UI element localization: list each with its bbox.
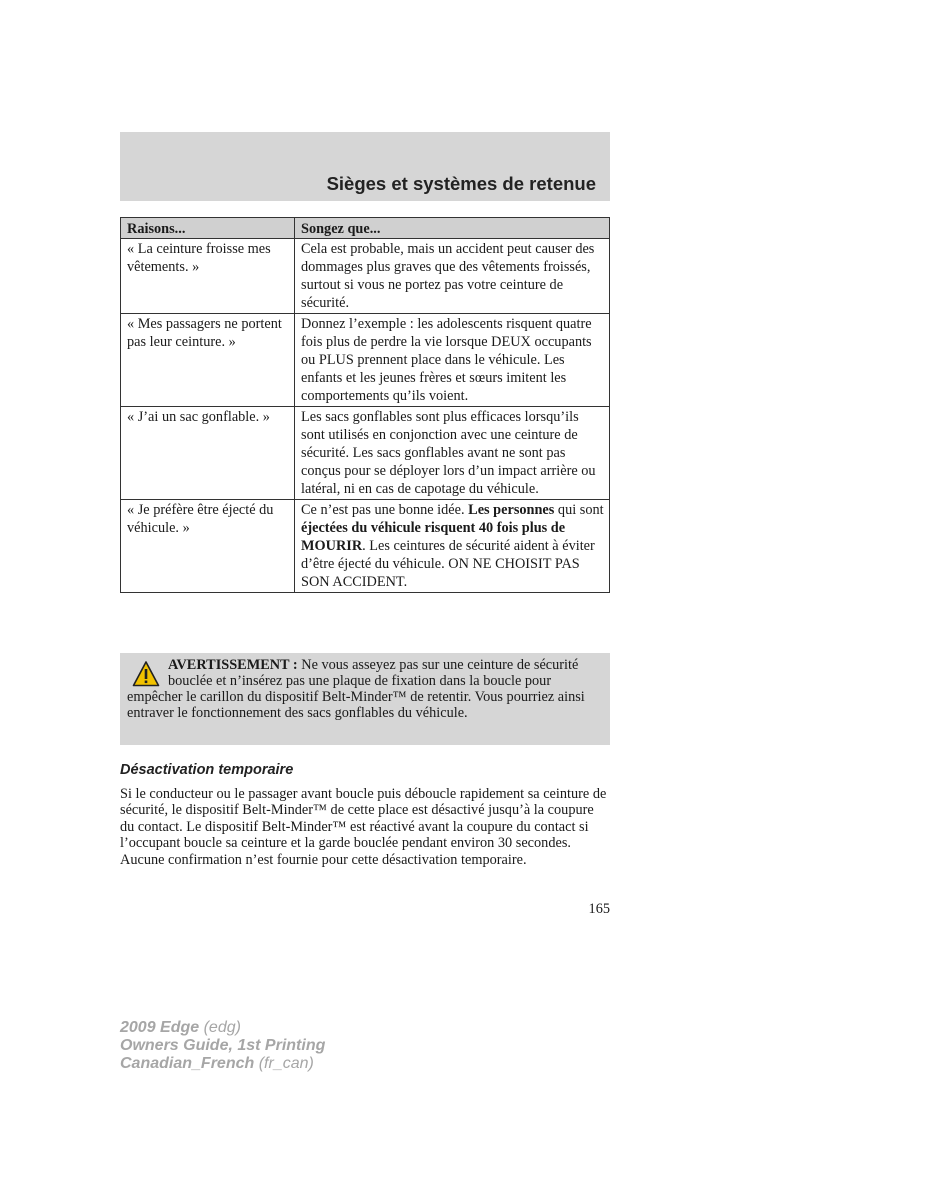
footer-model: 2009 Edge [120, 1019, 200, 1036]
document-footer [120, 1019, 325, 1073]
section-header-band [120, 132, 610, 201]
reason-cell: « Mes passagers ne portent pas leur ceinture. » [121, 314, 295, 407]
table-row [121, 239, 610, 314]
answer-emphasis: éjectées du véhicule risquent 40 fois plus de MOURIR [301, 520, 566, 554]
table-row [121, 500, 610, 593]
answer-text: qui sont [554, 502, 604, 518]
reason-cell: « La ceinture froisse mes vêtements. » [121, 239, 295, 314]
warning-box [120, 653, 610, 745]
footer-language: Canadian_French [120, 1055, 255, 1072]
section-title: Sièges et systèmes de retenue [326, 173, 596, 194]
column-header-reasons: Raisons... [121, 218, 295, 239]
footer-guide: Owners Guide, 1st Printing [120, 1037, 326, 1054]
table-header-row [121, 218, 610, 239]
warning-text: Ne vous asseyez pas sur une ceinture de sécurité bouclée et n’insérez pas une plaque de fixation dans la boucle pour empêcher le carillon du dispositif Belt-Minder™ de retentir. Vous pourriez ainsi entraver le fonctionnement des sacs gonflables du véhicule. [127, 657, 585, 721]
page-number: 165 [588, 901, 610, 917]
answer-text: Ce n’est pas une bonne idée. [301, 502, 469, 518]
footer-line [120, 1019, 325, 1037]
footer-model-code: (edg) [199, 1019, 241, 1036]
answer-text: . Les ceintures de sécurité aident à éviter d’être éjecté du véhicule. ON NE CHOISIT PAS SON ACCIDENT. [301, 538, 595, 590]
section-heading: Désactivation temporaire [120, 762, 294, 778]
footer-line [120, 1055, 325, 1073]
answer-cell: Donnez l’exemple : les adolescents risquent quatre fois plus de perdre la vie lorsque DEUX occupants ou PLUS prennent place dans le véhicule. Les enfants et les jeunes frères et sœurs imitent les comportements qu’ils voient. [295, 314, 610, 407]
answer-cell [295, 500, 610, 593]
warning-label: AVERTISSEMENT : [168, 657, 298, 673]
footer-language-code: (fr_can) [254, 1055, 314, 1072]
table-row [121, 314, 610, 407]
reasons-table [120, 217, 610, 593]
answer-emphasis: Les personnes [468, 502, 555, 518]
warning-triangle-icon [132, 660, 160, 688]
footer-line [120, 1037, 325, 1055]
body-paragraph: Si le conducteur ou le passager avant boucle puis déboucle rapidement sa ceinture de sécurité, le dispositif Belt-Minder™ de cette place est désactivé jusqu’à la coupure du contact. Le dispositif Belt-Minder™ est réactivé avant la coupure du contact si l’occupant boucle sa ceinture et la garde bouclée pendant environ 30 secondes. Aucune confirmation n’est fournie pour cette désactivation temporaire. [120, 786, 607, 868]
answer-cell: Les sacs gonflables sont plus efficaces lorsqu’ils sont utilisés en conjonction avec une ceinture de sécurité. Les sacs gonflables avant ne sont pas conçus pour se déployer lors d’un impact arrière ou latéral, ni en cas de capotage du véhicule. [295, 407, 610, 500]
reason-cell: « J’ai un sac gonflable. » [121, 407, 295, 500]
table-row [121, 407, 610, 500]
answer-cell: Cela est probable, mais un accident peut causer des dommages plus graves que des vêtements froissés, surtout si vous ne portez pas votre ceinture de sécurité. [295, 239, 610, 314]
column-header-consider: Songez que... [295, 218, 610, 239]
reason-cell: « Je préfère être éjecté du véhicule. » [121, 500, 295, 593]
